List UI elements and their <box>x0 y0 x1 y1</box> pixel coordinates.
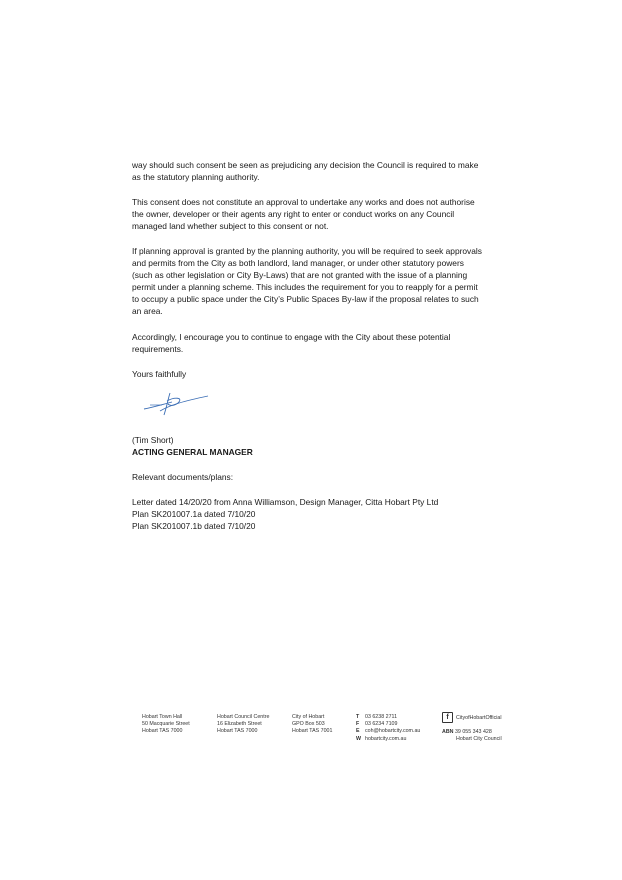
documents-list <box>132 496 497 532</box>
document-item: Letter dated 14/20/20 from Anna Williamson, Design Manager, Citta Hobart Pty Ltd <box>132 497 439 507</box>
paragraph-engage <box>132 331 497 355</box>
address-line: 16 Elizabeth Street <box>217 721 262 728</box>
paragraph-consent-scope <box>132 196 497 232</box>
contact-website <box>356 736 420 743</box>
footer-contacts <box>356 714 420 743</box>
contact-label: W <box>356 735 361 742</box>
contact-label: E <box>356 728 360 735</box>
org-name: Hobart City Council <box>456 736 502 743</box>
address-line: 50 Macquarie Street <box>142 721 190 728</box>
contact-label: T <box>356 714 360 720</box>
signature-image <box>140 389 212 419</box>
address-line: Hobart TAS 7001 <box>292 728 333 735</box>
facebook-handle: CityofHobartOfficial <box>456 714 502 721</box>
text-line: as the statutory planning authority. <box>132 172 260 182</box>
footer-address-town-hall <box>142 714 190 736</box>
address-line: Hobart TAS 7000 <box>142 728 183 735</box>
abn-label: ABN <box>442 729 454 735</box>
contact-fax <box>356 721 420 728</box>
text-line: managed land whether subject to this consent or not. <box>132 221 329 231</box>
text-line: Accordingly, I encourage you to continue to engage with the City about these potential <box>132 332 451 342</box>
contact-value: 03 6238 2711 <box>365 714 398 720</box>
address-line: GPO Box 503 <box>292 721 325 728</box>
paragraph-planning-approval <box>132 245 497 317</box>
text-line: This consent does not constitute an approval to undertake any works and does not authorise <box>132 197 475 207</box>
address-line: Hobart TAS 7000 <box>217 728 258 735</box>
contact-phone <box>356 714 420 721</box>
signatory-title: ACTING GENERAL MANAGER <box>132 447 253 457</box>
contact-email <box>356 728 420 735</box>
footer-address-council-centre <box>217 714 269 736</box>
contact-value: coh@hobartcity.com.au <box>365 728 421 735</box>
text-line: If planning approval is granted by the planning authority, you will be required to seek approvals <box>132 246 482 256</box>
text-line: requirements. <box>132 344 184 354</box>
text-line: and permits from the City as both landlord, land manager, or under other statutory powers <box>132 258 464 268</box>
text-line: to occupy a public space under the City’s Public Spaces By-law if the proposal relates to such <box>132 294 479 304</box>
text-line: (such as other legislation or City By-Laws) that are not granted with the issue of a planning <box>132 270 468 280</box>
facebook-line <box>442 712 502 723</box>
contact-value: hobartcity.com.au <box>365 735 407 742</box>
abn-line <box>442 729 502 736</box>
facebook-icon: f <box>442 712 453 723</box>
document-item: Plan SK201007.1b dated 7/10/20 <box>132 521 256 531</box>
text-line: an area. <box>132 306 163 316</box>
footer-address-postal <box>292 714 332 736</box>
abn-value: 39 055 343 428 <box>454 729 492 735</box>
signatory-name: (Tim Short) <box>132 435 174 445</box>
paragraph-consent-prejudice <box>132 159 497 183</box>
document-item: Plan SK201007.1a dated 7/10/20 <box>132 509 256 519</box>
relevant-documents-heading: Relevant documents/plans: <box>132 472 234 482</box>
address-line: Hobart Town Hall <box>142 714 183 720</box>
address-line: City of Hobart <box>292 714 325 720</box>
text-line: permit under a planning scheme. This includes the requirement for you to reapply for a permit <box>132 282 478 292</box>
contact-label: F <box>356 721 360 728</box>
text-line: the owner, developer or their agents any right to enter or conduct works on any Council <box>132 209 455 219</box>
closing-salutation: Yours faithfully <box>132 369 187 379</box>
text-line: way should such consent be seen as prejudicing any decision the Council is required to make <box>132 160 479 170</box>
contact-value: 03 6234 7109 <box>365 721 398 728</box>
footer-social <box>442 712 502 743</box>
address-line: Hobart Council Centre <box>217 714 270 720</box>
